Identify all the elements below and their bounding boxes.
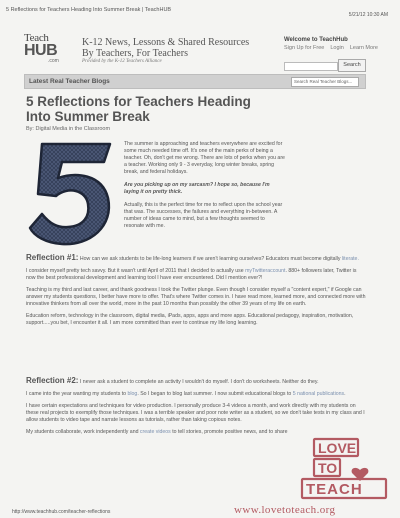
- login-link[interactable]: Login: [330, 45, 344, 51]
- latest-blogs-link[interactable]: Latest Real Teacher Blogs: [29, 78, 110, 85]
- article-byline: By: Digital Media in the Classroom: [26, 126, 111, 132]
- signup-link[interactable]: Sign Up for Free: [284, 45, 325, 51]
- browser-date: 5/21/12 10:30 AM: [348, 12, 388, 18]
- blogs-nav-bar: [24, 74, 366, 89]
- literate-link[interactable]: literate.: [341, 256, 359, 262]
- logo-dotcom: .com: [48, 58, 59, 64]
- reflection-2-lead: I never ask a student to complete an activity I wouldn't do myself. I don't do worksheets. Neither do they.: [79, 379, 319, 385]
- article-title: 5 Reflections for Teachers Heading Into Summer Break: [26, 94, 251, 124]
- watermark-to: TO: [318, 460, 338, 476]
- tagline-line1: K-12 News, Lessons & Shared Resources: [82, 37, 250, 48]
- intro-paragraph-3: Actually, this is the perfect time for me to reflect upon the school year that was. The successes, the failures and everything in-between. A number of ideas came to mind, but a few thoughts seemed to resonate with me.: [124, 202, 283, 229]
- logo-teach: Teach: [24, 32, 49, 44]
- reflection-2-p3: I have certain expectations and techniques for video production. I personally produce 3-4 videos a month, and work directly with my students on these real projects to exemplify those techniques. I was a terrible speaker and poor note writer as a student, so we don't take tests in my class and I allow students to video tape and narrate lessons as tutorials, rather than taking copious notes.: [26, 403, 365, 423]
- tagline-line2: By Teachers, For Teachers: [82, 48, 188, 59]
- reflection-2-heading: Reflection #2:: [26, 376, 79, 385]
- article-intro: [124, 141, 286, 236]
- love-to-teach-watermark: [300, 437, 388, 500]
- reflection-1-p2b: . 880+ followers later, Twitter is now the best professional development and learning tool I have ever encountered. Did I mention ever?!: [26, 268, 357, 281]
- watermark-love: LOVE: [318, 440, 357, 456]
- learn-more-link[interactable]: Learn More: [349, 45, 378, 51]
- blog-search-input[interactable]: Search Real Teacher Blogs...: [291, 77, 359, 87]
- intro-paragraph-1: The summer is approaching and teachers everywhere are excited for some much needed time off. It's one of the main perks of being a teacher. Oh, don't get me wrong. There are lots of perks when you are a teacher. Working only 9 - 3 everyday, long winter breaks, spring break, and federal holidays.: [124, 141, 285, 175]
- intro-paragraph-2: Are you picking up on my sarcasm? I hope so, because I'm laying it on pretty thick.: [124, 182, 270, 195]
- reflection-1-p2a: I consider myself pretty tech savvy. But it wasn't until April of 2011 that I decided to actually use: [26, 268, 246, 274]
- reflection-1-heading: Reflection #1:: [26, 253, 79, 262]
- reflection-1: [26, 254, 366, 332]
- reflection-2-p4b: to tell stories, promote positive news, and to share: [170, 429, 288, 435]
- reflection-2-p2c: .: [344, 391, 346, 397]
- welcome-text: Welcome to TeachHub: [284, 37, 348, 43]
- site-search-input[interactable]: [284, 62, 338, 71]
- reflection-2-p4a: My students collaborate, work independently and: [26, 429, 140, 435]
- reflection-1-lead: How can we ask students to be life-long learners if we aren't learning ourselves? Educators must become digitally: [79, 256, 342, 262]
- watermark-url[interactable]: www.lovetoteach.org: [234, 504, 336, 516]
- tagline-provider: Provided by the K-12 Teachers Alliance: [82, 59, 162, 64]
- create-videos-link[interactable]: create videos: [139, 429, 171, 435]
- publications-link[interactable]: 5 national publications: [292, 391, 345, 397]
- reflection-2: [26, 377, 366, 441]
- watermark-teach: TEACH: [306, 481, 363, 498]
- page-url: http://www.teachhub.com/teacher-reflections: [12, 509, 111, 515]
- big-number-text: 5: [224, 337, 226, 339]
- site-search-button[interactable]: Search: [338, 59, 366, 72]
- account-links: [284, 45, 384, 51]
- site-tagline: [82, 37, 249, 59]
- reflection-1-p4: Education reform, technology in the classroom, digital media, iPads, apps, apps and more apps. Educational pedagogy, inspiration, motivation, support.....you bet, I encounter it all. I am more committed than ever to continue my life long learning.: [26, 313, 354, 326]
- teachhub-logo[interactable]: [24, 32, 68, 64]
- reflection-1-p3: Teaching is my third and last career, and thank goodness I took the Twitter plunge. Even though I consider myself a "content expert," if Google can answer my students questions, I better have more to offer. That's where Twitter comes in. I have read more, learned more, and connected more with innovative thinkers from all over the world, more in the past 10 months than possibly the other 39 years of my life on earth.: [26, 287, 366, 307]
- browser-title: 5 Reflections for Teachers Heading Into Summer Break | TeachHUB: [6, 7, 172, 13]
- reflection-2-p2b: . So I began to blog last summer. I now submit educational blogs to: [137, 391, 293, 397]
- reflection-2-p2a: I came into the year wanting my students to: [26, 391, 128, 397]
- twitter-account-link[interactable]: myTwitteraccount: [245, 268, 286, 274]
- blog-link[interactable]: blog: [127, 391, 138, 397]
- logo-hub-text: HUB: [24, 42, 58, 59]
